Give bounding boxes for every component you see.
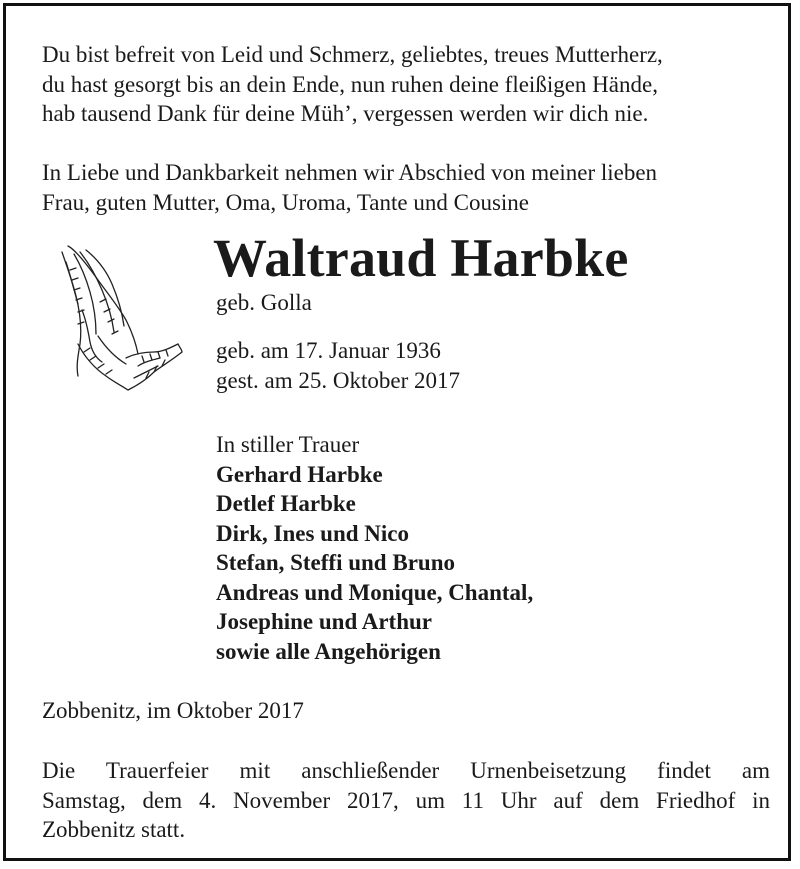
mourner-name: Gerhard Harbke	[216, 461, 383, 487]
intro-line: In Liebe und Dankbarkeit nehmen wir Abschied von meiner lieben	[42, 160, 658, 185]
funeral-line: Die Trauerfeier mit anschließender Urnenbeisetzung findet am	[42, 758, 770, 783]
mourner-name: sowie alle Angehörigen	[216, 638, 441, 664]
birth-date: geb. am 17. Januar 1936	[216, 338, 441, 363]
poem-line: du hast gesorgt bis an dein Ende, nun ruhen deine fleißigen Hände,	[42, 71, 658, 97]
mourners-list	[216, 430, 533, 666]
mourner-name: Josephine und Arthur	[216, 609, 433, 634]
poem-line: Du bist befreit von Leid und Schmerz, geliebtes, treues Mutterherz,	[42, 42, 663, 67]
place-date: Zobbenitz, im Oktober 2017	[42, 698, 304, 723]
deceased-name: Waltraud Harbke	[213, 228, 629, 288]
intro-line: Frau, guten Mutter, Oma, Uroma, Tante und Cousine	[42, 189, 529, 215]
mourner-name: Dirk, Ines und Nico	[216, 520, 409, 546]
funeral-line: Zobbenitz statt.	[42, 817, 186, 842]
maiden-name: geb. Golla	[216, 290, 312, 315]
funeral-line: Samstag, dem 4. November 2017, um 11 Uhr auf dem Friedhof in	[42, 787, 770, 813]
mourner-name: Andreas und Monique, Chantal,	[216, 579, 534, 605]
poem	[42, 40, 663, 129]
obituary-frame	[3, 3, 791, 861]
death-date: gest. am 25. Oktober 2017	[216, 367, 461, 393]
mourner-name: Detlef Harbke	[216, 491, 356, 516]
poem-line: hab tausend Dank für deine Müh’, vergessen werden wir dich nie.	[42, 101, 649, 126]
mourner-name: Stefan, Steffi und Bruno	[216, 550, 455, 575]
mourners-heading: In stiller Trauer	[216, 432, 360, 457]
praying-hands-icon	[54, 240, 186, 400]
funeral-notice	[42, 756, 770, 845]
life-dates	[216, 336, 460, 395]
intro-text	[42, 158, 657, 217]
